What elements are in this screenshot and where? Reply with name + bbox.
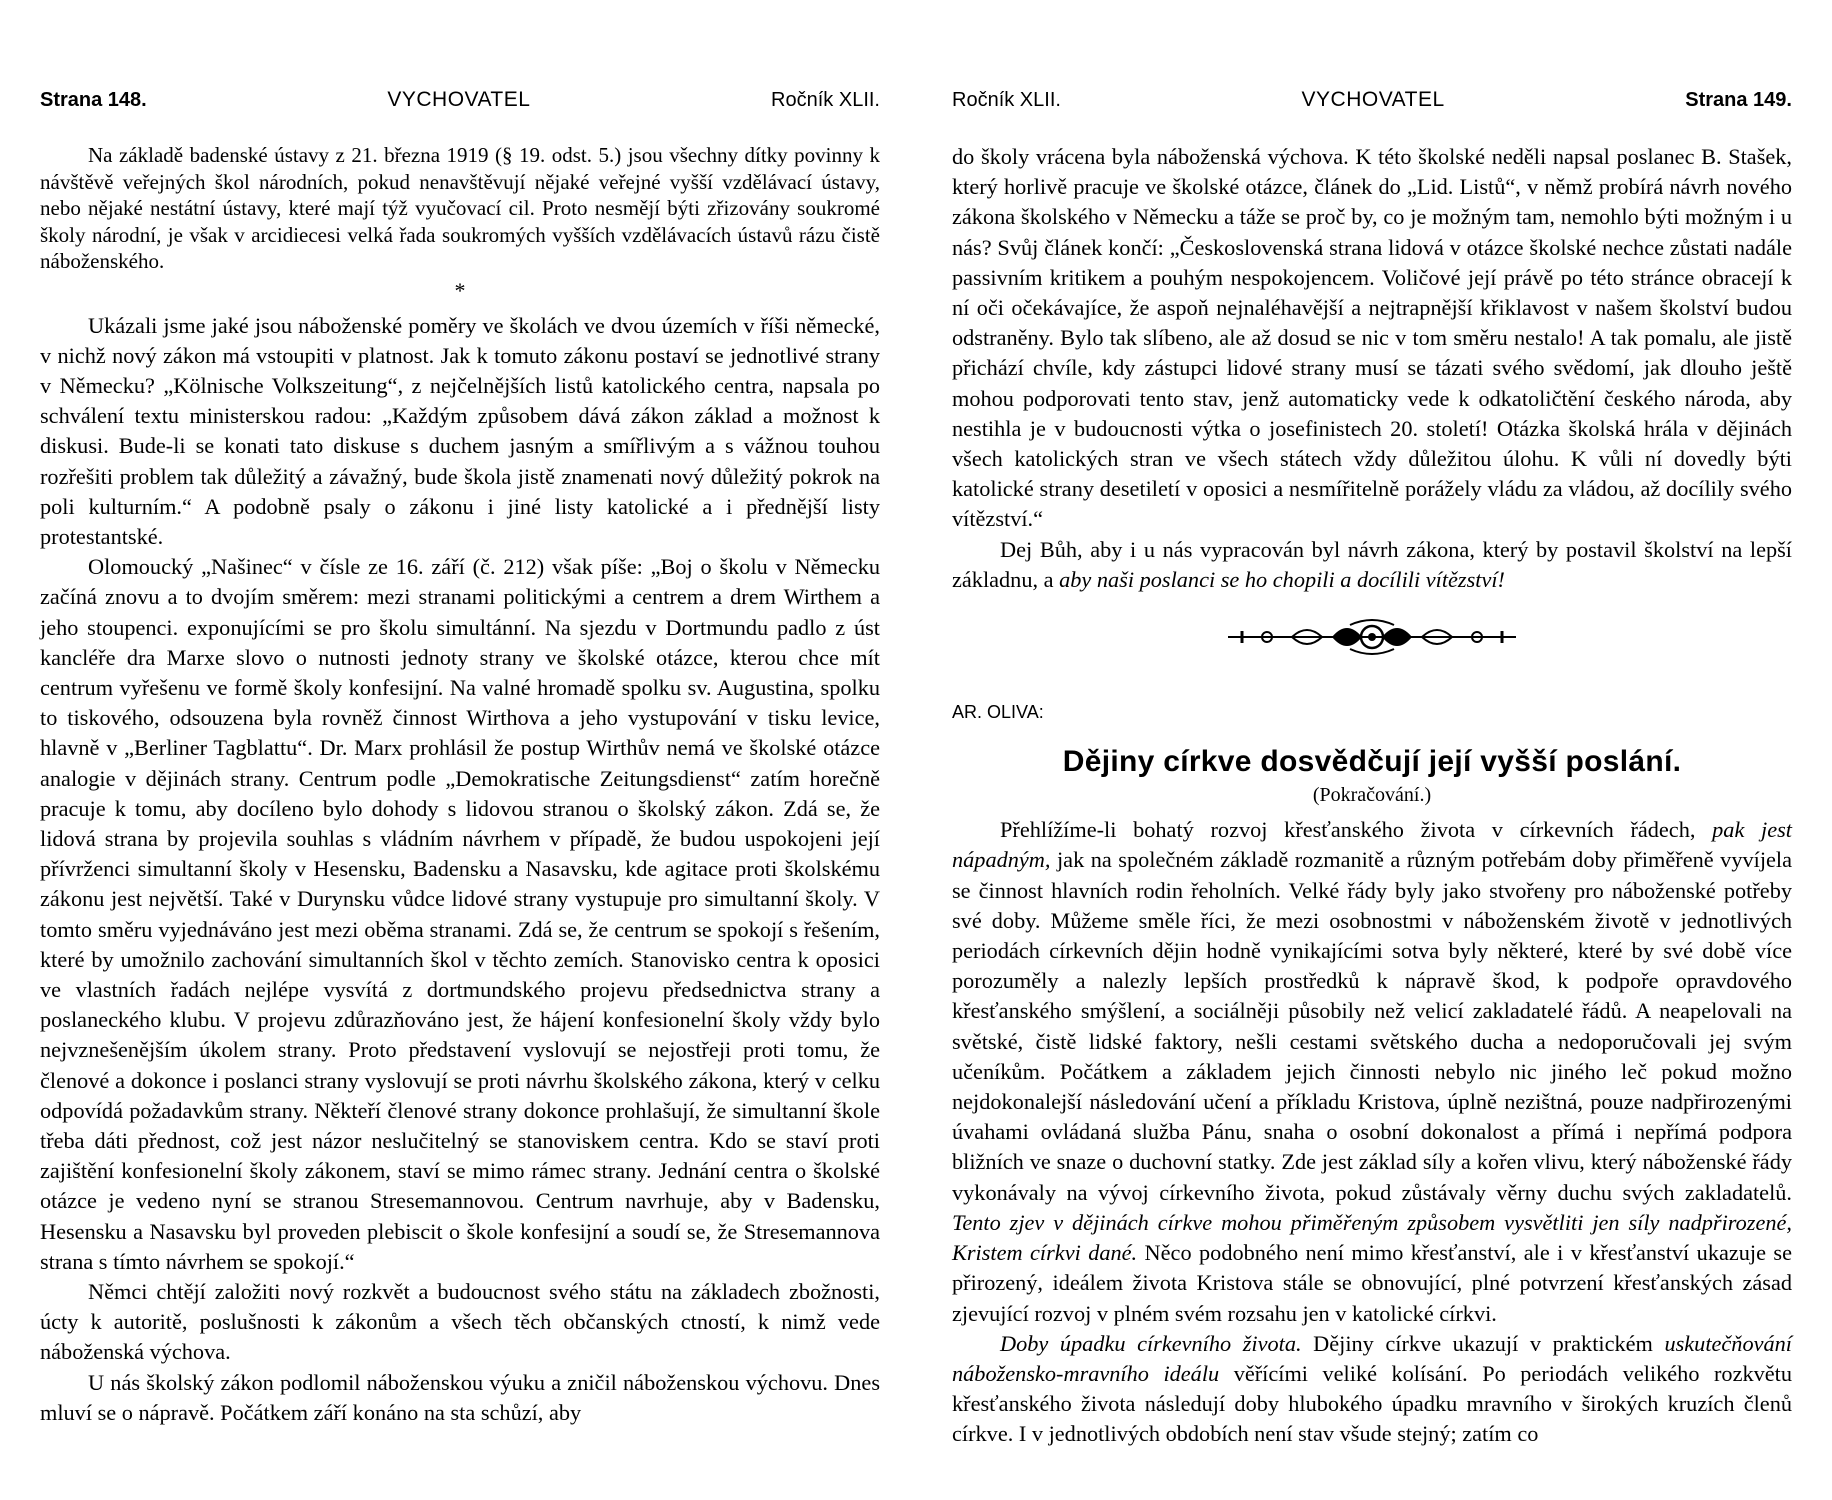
paragraph-2-text: Dej Bůh, aby i u nás vypracován byl návrh zákona, který by postavil školství na lepší základnu, a (952, 536, 1792, 592)
paragraph-4-text-d: věřícími veliké kolísání. Po periodách velikého rozkvětu křesťanského života následují doby hlubokého úpadku mravního v širokých kruzích členů církve. I v jednotlivých obdobích není stav všude stejný; zatím co (952, 1360, 1792, 1447)
left-page-number: Strana 148. (40, 89, 147, 111)
paragraph-2-italic: aby naši poslanci se ho chopili a docílili vítězství! (1059, 566, 1505, 592)
paragraph-4-text-b: Dějiny církve ukazují v praktickém (1301, 1330, 1665, 1356)
left-paragraph-5: U nás školský zákon podlomil náboženskou výuku a zničil náboženskou výchovu. Dnes mluví se o nápravě. Počátkem září konáno na sta schůzí, aby (40, 1369, 880, 1425)
right-running-header (952, 88, 1792, 122)
paragraph-3-italic-b: pak jest nápadným, (952, 817, 1793, 873)
section-separator: * (454, 277, 466, 303)
left-body (40, 142, 880, 1428)
right-journal-title: VYCHOVATEL (1301, 88, 1445, 111)
right-body (952, 142, 1792, 1450)
left-paragraph-2: Ukázali jsme jaké jsou náboženské poměry ve školách ve dvou územích v říši německé, v nichž nový zákon má vstoupiti v platnost. Jak k tomuto zákonu postaví se jednotlivé strany v Německu? „Kölnische Volkszeitung“, z nejčelnějších listů katolického centra, napsala po schválení textu ministerskou radou: „Každým způsobem dává zákon základ a možnost k diskusi. Bude-li se konati tato diskuse s duchem jasným a smířlivým a s vážnou touhou rozřešiti problem tak důležitý a závažný, bude škola jistě znamenati nový důležitý pokrok na poli kulturním.“ A podobně psaly o zákonu i jiné listy katolické a i přednější listy protestantské. (40, 312, 880, 549)
right-paragraph-2 (952, 535, 1792, 595)
right-paragraph-3 (952, 815, 1792, 1328)
right-volume: Ročník XLII. (952, 89, 1061, 111)
left-paragraph-1: Na základě badenské ústavy z 21. března 1919 (§ 19. odst. 5.) jsou všechny dítky povinny k návštěvě veřejných škol národních, pokud nenavštěvují nějaké veřejné vyšší vzdělávací ústavy, nebo nějaké nestátní ústavy, které mají týž vyučovací cil. Proto nesmějí býti zřizovány soukromé školy národní, je však v arcidiecesi velká řada soukromých vyšších vzdělávacích ústavů rázu čistě náboženského. (40, 143, 880, 273)
paragraph-3-text-e: Něco podobného není mimo křesťanství, ale i v křesťanství ukazuje se přirozený, ideálem života Kristova stále se obnovující, plné potvrzení křesťanských zásad zjevující rozvoj v plném svém rozsahu jen v katolické církvi. (952, 1240, 1792, 1326)
left-paragraph-3: Olomoucký „Našinec“ v čísle ze 16. září (č. 212) však píše: „Boj o školu v Německu začíná znovu a to dvojím směrem: mezi stranami politickými a centrem a drem Wirthem a jeho stoupenci. exponujícími se pro školu simultánní. Na sjezdu v Dortmundu padlo z úst kancléře dra Marxe slovo o nutnosti jednoty strany ve školské otázce, kterou chce mít centrum vyřešenu ve formě školy konfesijní. Na valné hromadě spolku sv. Augustina, spolku to tiskového, odsouzena byla rovněž činnost Wirthova a jeho vystupování v tisku levice, hlavně v „Berliner Tagblattu“. Dr. Marx prohlásil že postup Wirthův nemá ve školské otázce analogie v dějinách strany. Centrum podle „Demokratische Zeitungsdienst“ zatím horečně pracuje k tomu, aby docíleno bylo dohody s lidovou stranou o školský zákon. Zdá se, že lidová strana by projevila souhlas s vládním návrhem v případě, že budou uspokojeni její přívrženci simultanní školy v Hesensku, Badensku a Nasavsku, kde agitace proti školskému zákonu jest největší. Také v Durynsku vůdce lidové strany vystupuje pro simultanní školy. V tomto směru vyjednáváno jest mezi oběma stranami. Zdá se, že centrum se spokojí s řešením, které by umožnilo zachování simultanních škol v těchto zemích. Stanovisko centra k oposici ve vlastních řadách nejlépe vysvítá z dortmundského projevu předsednictva strany a poslaneckého klubu. V projevu zdůrazňováno jest, že hájení konfesionelní školy vždy bylo nejvznešenějším úkolem strany. Proto představení vyslovují se nejostřeji proti tomu, že členové a dokonce i poslanci strany vyslovují se proti návrhu školského zákona, který v celku odpovídá požadavkům strany. Někteří členové strany dokonce prohlašují, že simultanní škole třeba dáti přednost, což jest názor neslučitelný se stanoviskem centra. Kdo se staví proti zajištění konfesionelní školy zákonem, staví se mimo rámec strany. Jednání centra o školské otázce je vedeno nyní se stranou Stresemannovou. Centrum navrhuje, aby v Badensku, Hesensku a Nasavsku byl proveden plebiscit o škole konfesijní a soudí se, že Stresemannova strana s tímto návrhem se spokojí.“ (40, 554, 880, 1274)
left-volume: Ročník XLII. (771, 89, 880, 111)
paragraph-3-italic-d: Tento zjev v dějinách církve mohou přiměřeným způsobem vysvětliti jen síly nadpřirozené, Kristem církvi dané. (952, 1209, 1792, 1266)
right-paragraph-4 (952, 1329, 1792, 1450)
article-subtitle: (Pokračování.) (1312, 784, 1432, 807)
article-author: AR. OLIVA: (952, 702, 1044, 723)
paragraph-4-italic-a: Doby úpadku církevního života. (1000, 1330, 1302, 1356)
left-journal-title: VYCHOVATEL (387, 88, 531, 111)
paragraph-3-text-a: Přehlížíme-li bohatý rozvoj křesťanského života v církevních řádech, (1000, 817, 1713, 843)
ornament-divider (952, 617, 1792, 657)
paragraph-4-italic-c: uskutečňování nábožensko-mravního ideálu (952, 1330, 1792, 1386)
left-paragraph-4: Němci chtějí založiti nový rozkvět a budoucnost svého státu na základech zbožnosti, úcty k autoritě, poslušnosti k zákonům a všech těch občanských ctností, k nimž vede náboženská výchova. (40, 1279, 880, 1365)
right-page-number: Strana 149. (1685, 89, 1792, 111)
right-paragraph-1: do školy vrácena byla náboženská výchova. K této školské neděli napsal poslanec B. Stašek, který horlivě pracuje ve školské otázce, článek do „Lid. Listů“, v němž probírá návrh nového zákona školského v Německu a táže se proč by, co je možným tam, nemohlo býti možným i u nás? Svůj článek končí: „Československá strana lidová v otázce školské nechce zůstati nadále passivním kritikem a pouhým nespokojencem. Voličové její právě po této stránce obracejí k ní oči očekávajíce, že aspoň nejnaléhavější a nejtrapnější křiklavost v našem školství budou odstraněny. Bylo tak slíbeno, ale až dosud se nic v tom směru nestalo! A tak pomalu, ale jistě přichází chvíle, kdy zástupci lidové strany musí se tázati svého svědomí, jak dlouho ještě mohou podporovati tento stav, jenž automaticky vede k odkatoličtění českého národa, aby nestihla je v budoucnosti výtka o josefinistech 20. století! Otázka školská hrála v dějinách všech katolických stran ve všech státech vždy důležitou úlohu. K vůli ní dovedly býti katolické strany desetiletí v oposici a nesmířitelně porážely vládu za vládou, až docílily svého vítězství.“ (952, 144, 1792, 532)
right-page (916, 0, 1832, 1500)
article-title: Dějiny církve dosvědčují její vyšší poslání. (1062, 745, 1682, 779)
paragraph-3-text-c: jak na společném základě rozmanitě a různým potřebám doby přiměřeně vyvíjela se činnost hlavních rodin řeholních. Velké řády byly jako stvořeny pro náboženské potřeby své doby. Můžeme směle říci, že mezi osobnostmi v náboženském životě v jednotlivých periodách církevních dějin hodně vynikajícími sotva byly některé, které by své době více porozuměly a nalezly lepších prostředků k nápravě škod, k podpoře opravdového křesťanského smýšlení, a sociálněji působily než velicí zakladatelé řádů. A neapelovali na světské, čistě lidské faktory, nešli cestami světského ducha a nedoporučovali jej svým učeníkům. Počátkem a základem jejich činnosti nebylo nic jiného leč pokud možno nejdokonalejší následování učení a příkladu Kristova, úplně nezištná, pouze nadpřirozenými úvahami ovládaná služba Pánu, snaha o osobní dokonalost a přímá i nepřímá podpora bližních ve snaze o duchovní statky. Zde jest základ síly a kořen vlivu, který náboženské řády vykonávaly na vývoj církevního života, pokud zůstávaly věrny duchu svých zakladatelů. (952, 847, 1792, 1205)
ornament-icon (1222, 617, 1522, 657)
left-running-header (40, 88, 880, 122)
